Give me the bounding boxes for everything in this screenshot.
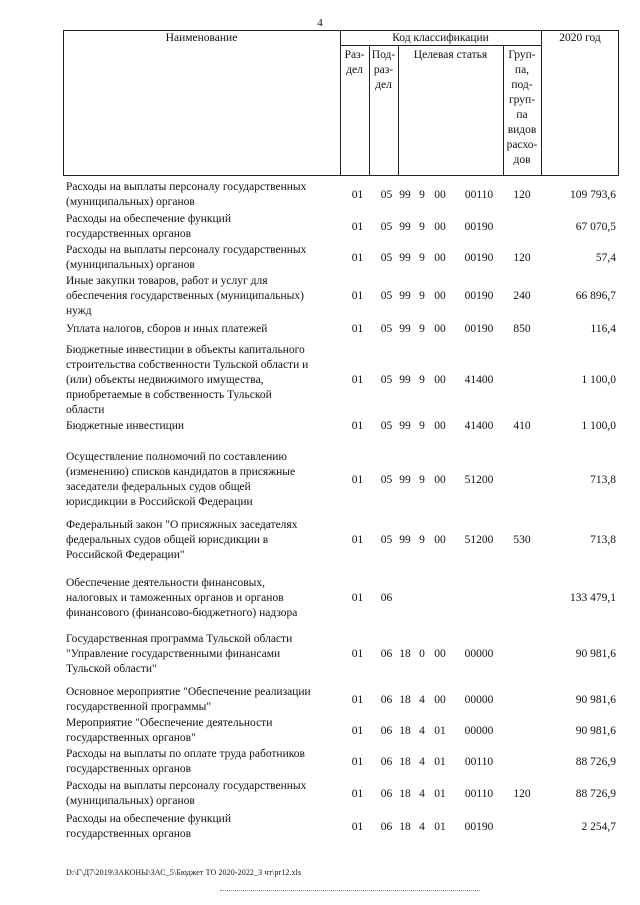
- cell-razdel: 01: [351, 755, 364, 768]
- cell-amount: 88 726,9: [575, 755, 616, 768]
- cell-cs1: 99: [399, 290, 411, 302]
- cell-amount: 67 070,5: [575, 220, 616, 233]
- cell-cs3: 00: [434, 220, 446, 233]
- row-name: [66, 518, 338, 563]
- row-name-line: государственных органов": [66, 732, 196, 744]
- cell-cs3: 01: [434, 724, 446, 737]
- cell-cs4: 00110: [464, 755, 494, 768]
- row-name-line: государственных органов: [66, 828, 192, 840]
- row-name: [66, 343, 338, 418]
- header-code-group: Код классификации: [392, 32, 489, 44]
- table-header: [63, 30, 618, 175]
- row-name-line: Расходы на выплаты по оплате труда работников: [66, 748, 305, 760]
- header-target: Целевая статья: [413, 49, 488, 61]
- cell-cs3: 00: [434, 534, 446, 546]
- cell-cs4: 00000: [464, 648, 494, 660]
- cell-cs3: 00: [434, 374, 446, 386]
- row-name-line: федеральных судов общей юрисдикции в: [66, 534, 269, 546]
- row-name-line: Основное мероприятие "Обеспечение реализации: [66, 686, 311, 698]
- cell-razdel: 01: [351, 323, 364, 335]
- cell-podrazdel: 06: [380, 755, 393, 768]
- row-name: [66, 322, 338, 337]
- cell-razdel: 01: [351, 420, 364, 432]
- cell-amount: 713,8: [590, 534, 616, 546]
- row-name: [66, 632, 338, 677]
- footer-divider: [220, 890, 480, 891]
- cell-razdel: 01: [351, 724, 364, 737]
- row-name-line: Расходы на выплаты персоналу государственных: [66, 181, 307, 193]
- cell-cs4: 41400: [464, 420, 494, 432]
- cell-podrazdel: 06: [380, 820, 393, 833]
- row-name: [66, 450, 338, 510]
- cell-cs2: 9: [419, 220, 425, 233]
- file-path-footer: D:\Г\Д7\2019\ЗАКОНЫ\ЗАС_5\Бюджет ТО 2020-2022_3 чт\pr12.xls: [66, 868, 302, 877]
- cell-cs3: 01: [434, 787, 446, 800]
- cell-cs1: 18: [399, 787, 411, 800]
- cell-cs2: 9: [419, 420, 425, 432]
- cell-cs2: 9: [419, 188, 425, 201]
- row-name-line: налоговых и таможенных органов и органов: [66, 592, 284, 604]
- row-name-line: Расходы на выплаты персоналу государственных: [66, 244, 307, 256]
- row-name-line: Федеральный закон "О присяжных заседателях: [66, 519, 298, 531]
- cell-cs3: 00: [434, 188, 446, 201]
- cell-cs1: 18: [399, 693, 411, 706]
- cell-cs2: 9: [419, 290, 425, 302]
- cell-amount: 90 981,6: [575, 693, 616, 706]
- cell-podrazdel: 06: [380, 592, 393, 604]
- cell-podrazdel: 05: [380, 220, 393, 233]
- cell-amount: 2 254,7: [581, 820, 616, 833]
- row-name: [66, 716, 338, 746]
- cell-cs1: 18: [399, 648, 411, 660]
- row-name-line: Бюджетные инвестиции в объекты капитального: [66, 344, 305, 356]
- cell-cs4: 00190: [464, 820, 494, 833]
- cell-cs1: 18: [399, 820, 411, 833]
- row-name: [66, 243, 338, 273]
- cell-podrazdel: 05: [380, 251, 393, 264]
- cell-cs3: 00: [434, 693, 446, 706]
- cell-cs2: 4: [419, 820, 425, 833]
- cell-cs3: 01: [434, 820, 446, 833]
- cell-amount: 57,4: [595, 251, 616, 264]
- cell-razdel: 01: [351, 820, 364, 833]
- row-name-line: (муниципальных) органов: [66, 196, 195, 208]
- cell-razdel: 01: [351, 534, 364, 546]
- row-name-line: Расходы на обеспечение функций: [66, 813, 231, 825]
- cell-cs2: 9: [419, 473, 425, 486]
- cell-amount: 66 896,7: [575, 290, 616, 302]
- cell-amount: 90 981,6: [575, 648, 616, 660]
- cell-cs2: 9: [419, 534, 425, 546]
- cell-cs2: 4: [419, 787, 425, 800]
- cell-cs1: 99: [399, 251, 411, 264]
- cell-cs4: 00000: [464, 724, 494, 737]
- cell-vid: 240: [513, 290, 531, 302]
- cell-cs2: 0: [419, 648, 425, 660]
- row-name: [66, 212, 338, 242]
- cell-cs4: 00190: [464, 251, 494, 264]
- cell-podrazdel: 05: [380, 374, 393, 386]
- row-name-line: Расходы на выплаты персоналу государственных: [66, 780, 307, 792]
- cell-podrazdel: 05: [380, 473, 393, 486]
- row-name-line: Расходы на обеспечение функций: [66, 213, 231, 225]
- row-name-line: (муниципальных) органов: [66, 795, 195, 807]
- row-name-line: Государственная программа Тульской области: [66, 633, 293, 645]
- cell-razdel: 01: [351, 648, 364, 660]
- cell-amount: 90 981,6: [575, 724, 616, 737]
- cell-podrazdel: 06: [380, 648, 393, 660]
- cell-razdel: 01: [351, 220, 364, 233]
- row-name: [66, 779, 338, 809]
- row-name-line: государственной программы": [66, 701, 212, 713]
- cell-cs1: 99: [399, 420, 411, 432]
- row-name-line: обеспечения государственных (муниципальных): [66, 290, 304, 302]
- cell-cs1: 18: [399, 724, 411, 737]
- header-divider: [541, 30, 542, 176]
- cell-cs1: 18: [399, 755, 411, 768]
- row-name-line: приобретаемые в собственность Тульской: [66, 389, 272, 401]
- cell-cs2: 4: [419, 693, 425, 706]
- cell-cs3: 00: [434, 648, 446, 660]
- row-name-line: Российской Федерации": [66, 549, 185, 561]
- cell-razdel: 01: [351, 188, 364, 201]
- row-name-line: юрисдикции в Российской Федерации: [66, 496, 253, 508]
- row-name: [66, 812, 338, 842]
- cell-amount: 88 726,9: [575, 787, 616, 800]
- cell-cs1: 99: [399, 188, 411, 201]
- cell-cs4: 41400: [464, 374, 494, 386]
- row-name-line: государственных органов: [66, 763, 192, 775]
- cell-cs1: 99: [399, 323, 411, 335]
- row-name-line: нужд: [66, 305, 92, 317]
- cell-vid: 850: [513, 323, 531, 335]
- row-name-line: "Управление государственными финансами: [66, 648, 281, 660]
- cell-amount: 116,4: [590, 323, 616, 335]
- header-year: 2020 год: [559, 32, 601, 44]
- cell-podrazdel: 06: [380, 724, 393, 737]
- cell-razdel: 01: [351, 787, 364, 800]
- cell-cs4: 00190: [464, 290, 494, 302]
- row-name-line: Уплата налогов, сборов и иных платежей: [66, 323, 268, 335]
- row-name: [66, 180, 338, 210]
- cell-amount: 109 793,6: [570, 188, 616, 201]
- row-name-line: Бюджетные инвестиции: [66, 420, 185, 432]
- row-name-line: (муниципальных) органов: [66, 259, 195, 271]
- cell-cs1: 99: [399, 220, 411, 233]
- row-name: [66, 274, 338, 319]
- cell-vid: 530: [513, 534, 531, 546]
- row-name-line: (или) объекты недвижимого имущества,: [66, 374, 264, 386]
- cell-cs4: 00190: [464, 220, 494, 233]
- row-name-line: (изменению) списков кандидатов в присяжные: [66, 466, 296, 478]
- row-name-line: строительства собственности Тульской области и: [66, 359, 309, 371]
- cell-cs4: 51200: [464, 473, 494, 486]
- cell-podrazdel: 05: [380, 290, 393, 302]
- cell-cs3: 00: [434, 290, 446, 302]
- cell-cs2: 4: [419, 724, 425, 737]
- cell-podrazdel: 05: [380, 534, 393, 546]
- row-name-line: Тульской области": [66, 663, 157, 675]
- cell-cs4: 00000: [464, 693, 494, 706]
- cell-razdel: 01: [351, 290, 364, 302]
- cell-cs2: 9: [419, 323, 425, 335]
- cell-vid: 120: [513, 188, 531, 201]
- row-name: [66, 576, 338, 621]
- cell-razdel: 01: [351, 473, 364, 486]
- cell-cs1: 99: [399, 374, 411, 386]
- cell-cs3: 00: [434, 473, 446, 486]
- row-name-line: области: [66, 404, 105, 416]
- cell-cs3: 01: [434, 755, 446, 768]
- cell-podrazdel: 06: [380, 693, 393, 706]
- cell-razdel: 01: [351, 374, 364, 386]
- header-group: Груп- па, под- груп- па видов расхо- дов: [506, 49, 538, 166]
- cell-vid: 120: [513, 787, 531, 800]
- row-name: [66, 419, 338, 434]
- header-subsection: Под- раз- дел: [371, 49, 396, 91]
- header-divider: [398, 45, 399, 176]
- header-section: Раз- дел: [344, 49, 365, 76]
- cell-vid: 120: [513, 251, 531, 264]
- cell-razdel: 01: [351, 592, 364, 604]
- cell-cs4: 00110: [464, 787, 494, 800]
- row-name-line: Обеспечение деятельности финансовых,: [66, 577, 266, 589]
- row-name-line: заседатели федеральных судов общей: [66, 481, 251, 493]
- cell-cs3: 00: [434, 323, 446, 335]
- cell-amount: 133 479,1: [570, 592, 616, 604]
- row-name: [66, 685, 338, 715]
- cell-razdel: 01: [351, 693, 364, 706]
- row-name: [66, 747, 338, 777]
- cell-podrazdel: 05: [380, 188, 393, 201]
- cell-cs4: 51200: [464, 534, 494, 546]
- cell-amount: 713,8: [590, 473, 616, 486]
- cell-razdel: 01: [351, 251, 364, 264]
- cell-podrazdel: 06: [380, 787, 393, 800]
- cell-cs3: 00: [434, 420, 446, 432]
- cell-cs3: 00: [434, 251, 446, 264]
- row-name-line: государственных органов: [66, 228, 192, 240]
- row-name-line: Мероприятие "Обеспечение деятельности: [66, 717, 273, 729]
- header-name: Наименование: [165, 32, 238, 44]
- row-name-line: Иные закупки товаров, работ и услуг для: [66, 275, 268, 287]
- row-name-line: Осуществление полномочий по составлению: [66, 451, 287, 463]
- cell-cs2: 4: [419, 755, 425, 768]
- cell-cs2: 9: [419, 251, 425, 264]
- cell-cs1: 99: [399, 473, 411, 486]
- cell-cs2: 9: [419, 374, 425, 386]
- cell-cs4: 00190: [464, 323, 494, 335]
- cell-vid: 410: [513, 420, 531, 432]
- cell-amount: 1 100,0: [581, 374, 616, 386]
- cell-cs4: 00110: [464, 188, 494, 201]
- row-name-line: финансового (финансово-бюджетного) надзора: [66, 607, 298, 619]
- page-number: 4: [317, 17, 323, 29]
- cell-cs1: 99: [399, 534, 411, 546]
- cell-podrazdel: 05: [380, 420, 393, 432]
- cell-amount: 1 100,0: [581, 420, 616, 432]
- cell-podrazdel: 05: [380, 323, 393, 335]
